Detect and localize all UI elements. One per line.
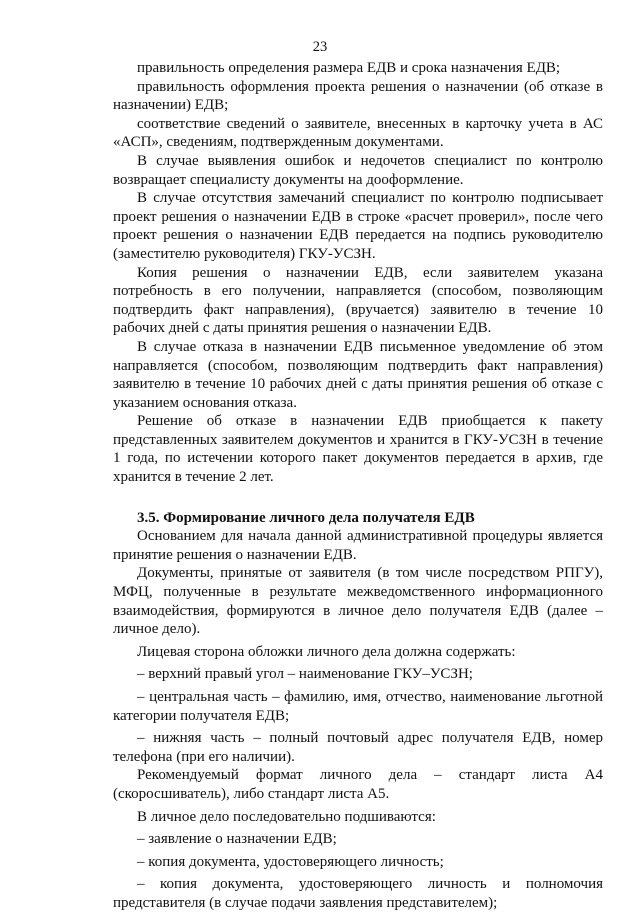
paragraph: Основанием для начала данной административной процедуры является принятие решения о назначении ЕДВ. (113, 528, 603, 563)
paragraph: правильность определения размера ЕДВ и срока назначения ЕДВ; (137, 60, 561, 76)
paragraph: Копия решения о назначении ЕДВ, если заявителем указана потребность в его получении, направляется (способом, позволяющим подтвердить факт направления), (вручается) заявителю в течение 10 рабочих дней с даты принятия решения о назначении ЕДВ. (113, 264, 603, 337)
paragraph: соответствие сведений о заявителе, внесенных в карточку учета в АС «АСП», сведениям, подтвержденным документами. (113, 115, 603, 151)
list-item: – нижняя часть – полный почтовый адрес получателя ЕДВ, номер телефона (при его наличии). (113, 730, 603, 765)
paragraph: правильность оформления проекта решения о назначении (об отказе в назначении) ЕДВ; (113, 78, 603, 114)
paragraph: В случае отказа в назначении ЕДВ письменное уведомление об этом направляется (способом, позволяющим подтвердить факт направления) заявителю в течение 10 рабочих дней с даты принятия решения об отказе с указанием основания отказа. (113, 338, 603, 411)
paragraph: В случае выявления ошибок и недочетов специалист по контролю возвращает специалисту документы на дооформление. (113, 152, 603, 188)
paragraph: Документы, принятые от заявителя (в том числе посредством РПГУ), МФЦ, полученные в результате межведомственного информационного взаимодействия, формируются в личное дело получателя ЕДВ (далее – личное дело). (113, 565, 603, 638)
list-item: – центральная часть – фамилию, имя, отчество, наименование льготной категории получателя ЕДВ; (113, 689, 603, 724)
paragraph: Рекомендуемый формат личного дела – стандарт листа А4 (скоросшиватель), либо стандарт листа А5. (113, 767, 603, 802)
list-item: – копия документа, удостоверяющего личность и полномочия представителя (в случае подачи заявления представителем); (113, 876, 603, 911)
page-number: 23 (312, 39, 328, 55)
paragraph: В случае отсутствия замечаний специалист по контролю подписывает проект решения о назначении ЕДВ в строке «расчет проверил», после чего проект решения о назначении ЕДВ передается на подпись руководителю (заместителю руководителя) ГКУ-УСЗН. (113, 190, 603, 262)
list-item: – заявление о назначении ЕДВ; (137, 831, 337, 848)
paragraph: Решение об отказе в назначении ЕДВ приобщается к пакету представленных заявителем документов и хранится в ГКУ-УСЗН в течение 1 года, по истечении которого пакет документов передается в архив, где хранится в течение 2 лет. (113, 413, 603, 486)
paragraph: В личное дело последовательно подшиваются: (137, 808, 436, 825)
section-heading: 3.5. Формирование личного дела получателя ЕДВ (137, 509, 475, 526)
list-item: – копия документа, удостоверяющего личность; (137, 853, 444, 870)
paragraph: Лицевая сторона обложки личного дела должна содержать: (137, 643, 516, 660)
list-item: – верхний правый угол – наименование ГКУ–УСЗН; (137, 666, 473, 683)
document-body (113, 59, 603, 913)
